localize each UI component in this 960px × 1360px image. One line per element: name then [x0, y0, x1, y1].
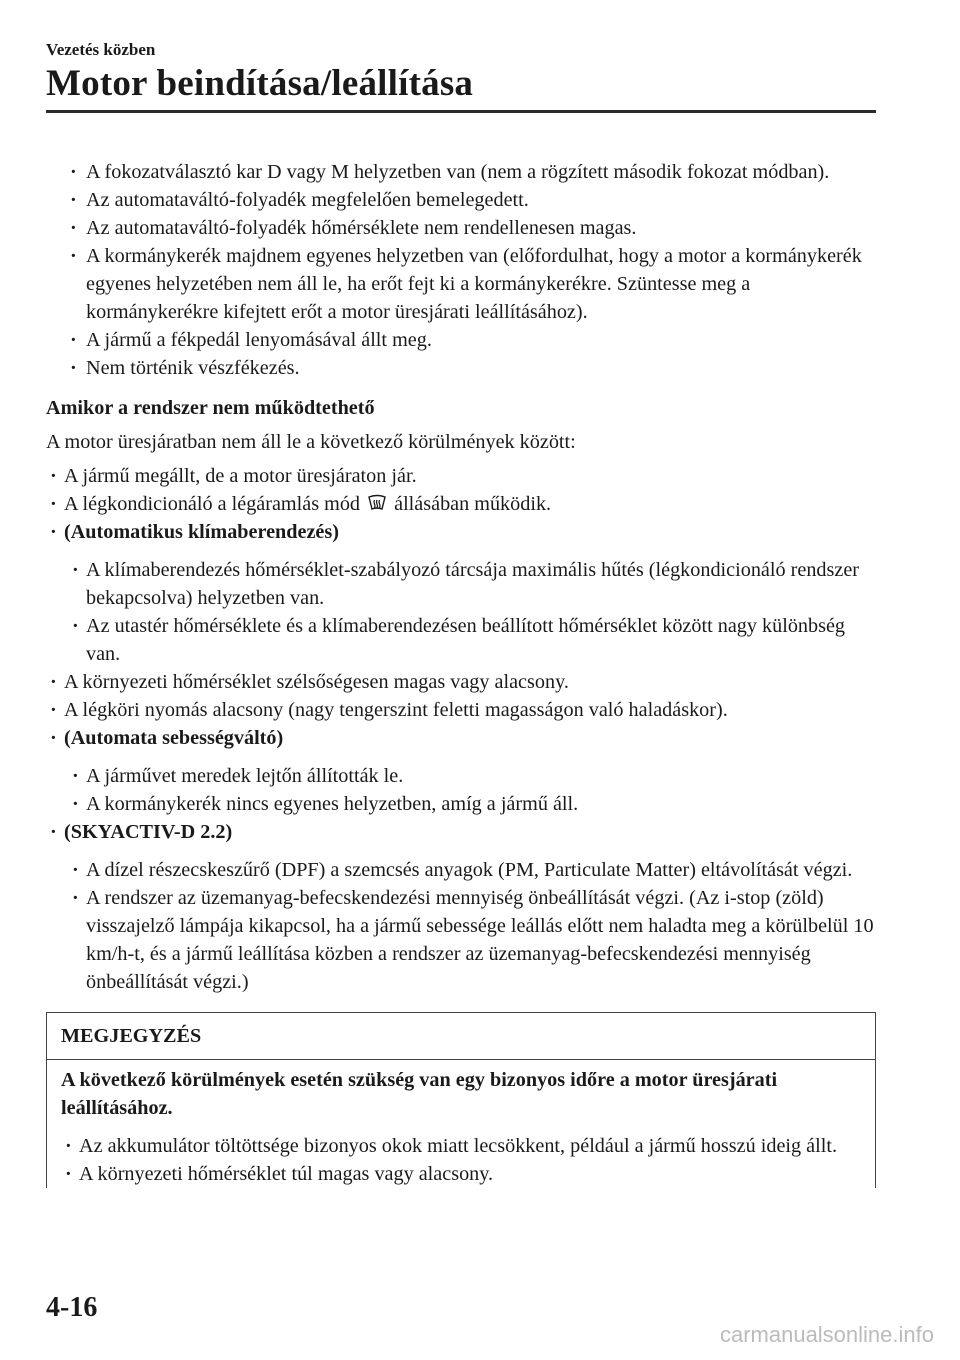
note-body	[47, 1060, 875, 1188]
sub-list	[46, 762, 876, 818]
page-title: Motor beindítása/leállítása	[46, 63, 474, 104]
note-box	[46, 1012, 876, 1188]
sub-list-item: · A dízel részecskeszűrő (DPF) a szemcsés anyagok (PM, Particulate Matter) eltávolítását végzi.	[46, 856, 876, 884]
list-item: · A jármű a fékpedál lenyomásával állt meg.	[46, 326, 876, 354]
note-lead: A következő körülmények esetén szükség van egy bizonyos időre a motor üresjárati leállításához.	[61, 1069, 778, 1119]
title-rule	[46, 110, 876, 113]
list-item: · A jármű megállt, de a motor üresjáraton jár.	[46, 462, 876, 490]
sub-list-item: · A járművet meredek lejtőn állították le.	[46, 762, 876, 790]
list-item: · A kormánykerék majdnem egyenes helyzetben van (előfordulhat, hogy a motor a kormánykerék egyenes helyzetében nem áll le, ha erőt fejt ki a kormánykerékre. Szüntesse meg a kormánykerékre kifejtett erőt a motor üresjárati leállításához).	[46, 242, 876, 326]
sub-list	[46, 856, 876, 996]
list-item	[46, 490, 876, 518]
sub-list-item: · A kormánykerék nincs egyenes helyzetben, amíg a jármű áll.	[46, 790, 876, 818]
list-item: · A fokozatválasztó kar D vagy M helyzetben van (nem a rögzített második fokozat módban).	[46, 158, 876, 186]
page-content	[46, 158, 876, 1188]
condition-list	[46, 158, 876, 382]
note-item: · Az akkumulátor töltöttsége bizonyos okok miatt lecsökkent, például a jármű hosszú ideig állt.	[61, 1132, 861, 1160]
list-item: · A környezeti hőmérséklet szélsőségesen magas vagy alacsony.	[46, 668, 876, 696]
section-heading: Amikor a rendszer nem működtethető	[46, 397, 375, 419]
page-number: 4-16	[46, 1292, 98, 1323]
section-intro: A motor üresjáratban nem áll le a következő körülmények között:	[46, 431, 576, 453]
list-item-text: állásában működik.	[394, 493, 552, 515]
note-list	[61, 1132, 861, 1188]
sub-list-item: · A rendszer az üzemanyag-befecskendezési mennyiség önbeállítását végzi. (Az i-stop (zöld) visszajelző lámpája kikapcsol, ha a jármű sebessége leállás előtt nem haladta meg a körülbelül 10 km/h-t, és a jármű leállítása közben a rendszer az üzemanyag-befecskendezési mennyiség önbeállítását végzi.)	[46, 884, 876, 996]
list-item: · Nem történik vészfékezés.	[46, 354, 876, 382]
windshield-defrost-icon	[367, 494, 387, 512]
sub-list	[46, 556, 876, 668]
list-item-text: A légkondicionáló a légáramlás mód	[64, 493, 361, 515]
list-item-heading: · (Automatikus klímaberendezés)	[46, 518, 876, 546]
note-title: MEGJEGYZÉS	[47, 1013, 875, 1060]
sub-list-item: · A klímaberendezés hőmérséklet-szabályozó tárcsája maximális hűtés (légkondicionáló rendszer bekapcsolva) helyzetben van.	[46, 556, 876, 612]
note-item: · A környezeti hőmérséklet túl magas vagy alacsony.	[61, 1160, 861, 1188]
watermark: carmanualsonline.info	[719, 1322, 934, 1347]
list-item: · Az automataváltó-folyadék megfelelően bemelegedett.	[46, 186, 876, 214]
list-item-heading: · (SKYACTIV-D 2.2)	[46, 818, 876, 846]
list-item: · A légköri nyomás alacsony (nagy tengerszint feletti magasságon való haladáskor).	[46, 696, 876, 724]
list-item: · Az automataváltó-folyadék hőmérséklete nem rendellenesen magas.	[46, 214, 876, 242]
sub-list-item: · Az utastér hőmérséklete és a klímaberendezésen beállított hőmérséklet között nagy különbség van.	[46, 612, 876, 668]
section-label: Vezetés közben	[46, 40, 156, 59]
list-item-heading: · (Automata sebességváltó)	[46, 724, 876, 752]
